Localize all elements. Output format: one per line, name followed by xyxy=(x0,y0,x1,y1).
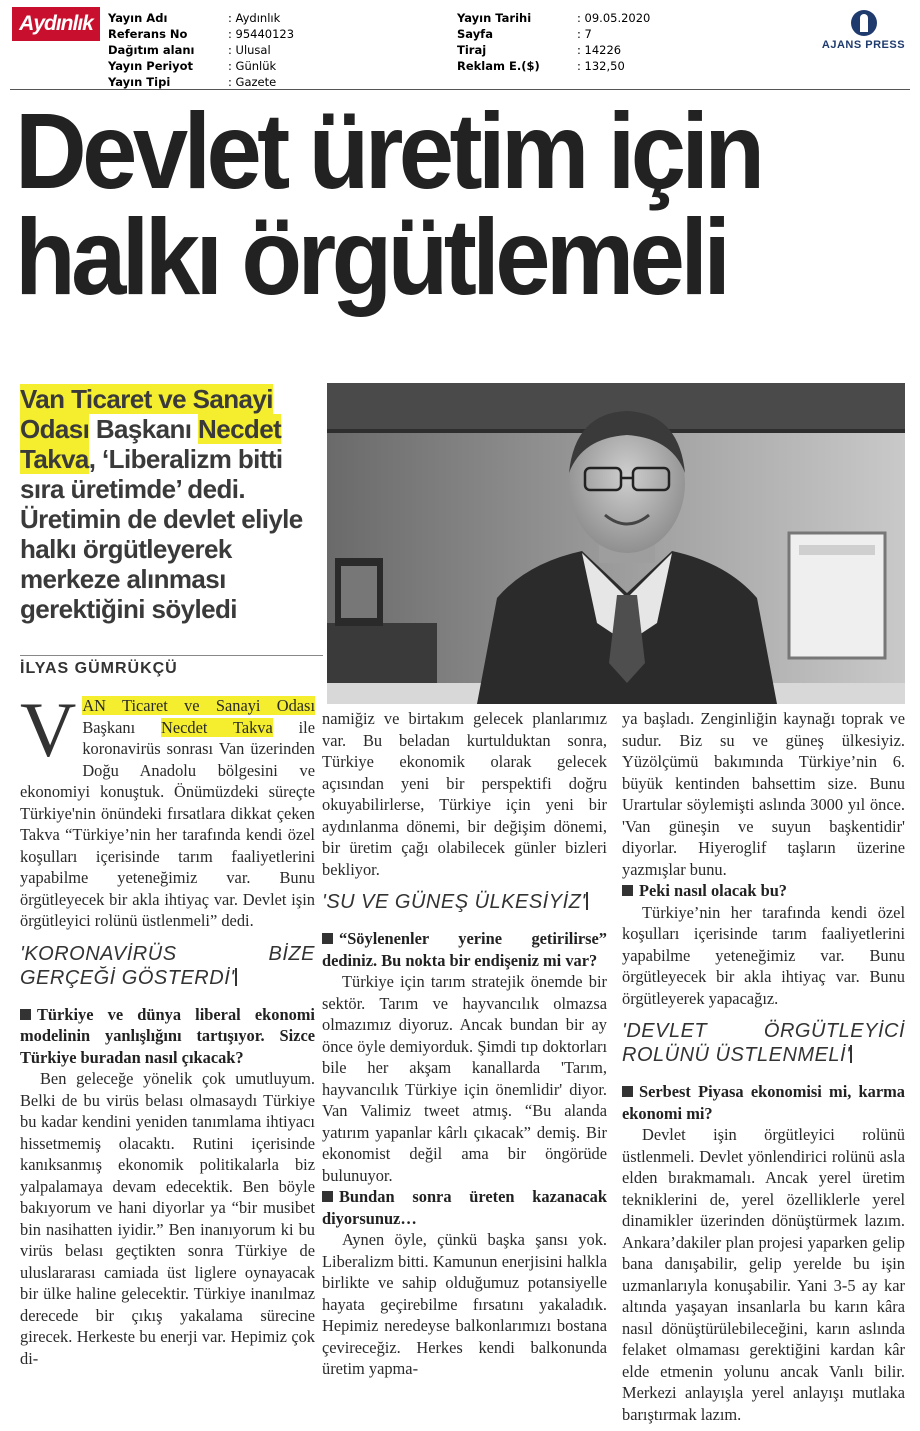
meta-row: Yayın Adı : Aydınlık xyxy=(108,11,281,25)
question-text: Serbest Piyasa ekonomisi mi, karma ekonomi mi? xyxy=(622,1082,905,1123)
subheading: 'KORONAVİRÜS BİZE GERÇEĞİ GÖSTERDİ' xyxy=(20,942,315,989)
article-column-1 xyxy=(20,686,315,1369)
question-text: Türkiye ve dünya liberal ekonomi modelinin yanlışlığını tartışıyor. Sizce Türkiye buradan nasıl çıkacak? xyxy=(20,1004,315,1067)
bullet-square-icon xyxy=(622,1086,633,1097)
intro-text: Başkanı xyxy=(82,717,161,737)
question xyxy=(322,1186,607,1229)
meta-row: Referans No : 95440123 xyxy=(108,27,295,41)
meta-row: Yayın Tipi : Gazete xyxy=(108,75,277,89)
article-headline xyxy=(15,90,834,317)
intro-paragraph xyxy=(20,686,315,932)
subheading-text: SU VE GÜNEŞ ÜLKESİYİZ xyxy=(326,891,582,913)
bullet-square-icon xyxy=(20,1009,31,1020)
lead-text: , ‘Liberalizm bitti sıra üretimde’ dedi. Üretimin de devlet eliyle halkı örgütleyerek merkeze alınması gerektiğini söyledi xyxy=(20,444,303,624)
subheading: 'DEVLET ÖRGÜTLEYİCİ ROLÜNÜ ÜSTLENMELİ' xyxy=(622,1020,905,1066)
answer: Devlet işin örgütleyici rolünü üstlenmeli. Devlet yönlendirici rolünü asla elden bırakmamalı. Ancak yerel üretim tekniklerini de, yerel özelliklerle yerel dinamikler üzerinden dönüştürmek lazım. Ankara’dakiler plan projesi yaparken gelip bana danışabilir, gelip yerelde bu işin uzmanlarıyla konuşabilir. Yani 3-5 ay kar altında yaşayan insanlarla bu karın kâra nasıl dönüştürülebileceğini, karın aslında felaket olmaması gerektiğini kardan kâr elde etmenin yolunu ancak Vanlı bilir. Merkezi anlayışla yerel anlayışı mutlaka barıştırmak lazım. xyxy=(622,1125,905,1424)
drop-cap: V xyxy=(20,686,77,773)
agency-mark-icon xyxy=(851,10,877,36)
question-text: “Söylenenler yerine getirilirse” dediniz. Bu nokta bir endişeniz mi var? xyxy=(322,929,607,970)
lead-highlight: Odası xyxy=(20,414,90,444)
subheading-text: DEVLET ÖRGÜTLEYİCİ ROLÜNÜ ÜSTLENMELİ xyxy=(622,1020,905,1066)
meta-row: Dağıtım alanı : Ulusal xyxy=(108,43,271,57)
lead-highlight: Takva xyxy=(20,444,89,474)
subheading: 'SU VE GÜNEŞ ÜLKESİYİZ' xyxy=(322,891,586,913)
answer: Türkiye için tarım stratejik önemde bir sektör. Tarım ve hayvancılık olmazsa olmazımız diyoruz. Ancak bundan bir ay önce öyle demiyorduk. Şimdi tıp doktorları bile her akşam kanallarda 'Tarım, hayvancılık Türkiye için önemlidir' diyor. Van Valimiz tweet atmış. “Bu alanda yatırım yapanlar kârlı çıkacak” demiş. Bir ekonomist değil ama bir öngörüde bulunuyor. xyxy=(322,972,607,1185)
question xyxy=(322,928,607,971)
subheading-text: KORONAVİRÜS BİZE GERÇEĞİ GÖSTERDİ xyxy=(20,942,315,989)
headline-line-1: Devlet üretim için xyxy=(15,90,761,211)
question-text: Bundan sonra üreten kazanacak diyorsunuz… xyxy=(322,1187,607,1228)
meta-row: Yayın Periyot : Günlük xyxy=(108,59,277,73)
question xyxy=(622,880,905,902)
meta-row: Reklam E.($) : 132,50 xyxy=(457,59,625,73)
portrait-photo xyxy=(327,383,905,704)
author-divider xyxy=(20,655,323,656)
paragraph: ya başladı. Zenginliğin kaynağı toprak ve sudur. Biz su ve güneş ülkesiyiz. Yüzölçümü bakımında Türkiye’nin 6. büyük kentinden bahsettim size. Bunu Urartular söylemişti aslında 3000 yıl önce. 'Van güneşin ve suyun başkentidir' diyorlar. Hiyeroglif taşların üzerine yazmışlar bunu. xyxy=(622,709,905,879)
intro-highlight: Necdet Takva xyxy=(161,717,273,737)
meta-row: Tiraj : 14226 xyxy=(457,43,622,57)
bullet-square-icon xyxy=(322,1191,333,1202)
intro-highlight: AN Ticaret ve Sanayi Odası xyxy=(82,696,315,715)
question-text: Peki nasıl olacak bu? xyxy=(639,881,788,900)
clipping-header xyxy=(0,0,920,92)
answer: Aynen öyle, çünkü başka şansı yok. Liberalizm bitti. Kamunun enerjisini halkla birlikte ve sahip olduğumuz potansiyelle hayata geçirebilme fırsatını yakaladık. Hepimiz neredeyse balkonlarımızı bostana çevireceğiz. Herkes kendi balkonunda üretim yapma- xyxy=(322,1230,607,1378)
headline-line-2: halkı örgütlemeli xyxy=(15,196,727,317)
bullet-square-icon xyxy=(322,933,333,944)
publication-meta-right xyxy=(457,10,650,74)
article-column-2 xyxy=(322,708,607,1380)
answer: Türkiye’nin her tarafında kendi özel koşulları içerisinde tarım faaliyetlerini yapabilme yeteneğimiz var. Bunu örgütleyecek bir akla ihtiyaç var. Bunu örgütleyerek yapacağız. xyxy=(622,902,905,1008)
bullet-square-icon xyxy=(622,885,633,896)
intro-text: ile koronavirüs sonrası Van üzerinden Doğu Anadolu bölgesini ve ekonomiyi konuştuk. Önümüzdeki süreçte Türkiye'nin önündeki fırsatlara dikkat çeken Takva “Türkiye’nin her tarafında kendi özel koşulları içerisinde tarım faaliyetlerini yapabilme yeteneğimiz var. Bunu örgütleyecek bir akla ihtiyaç var. Devlet işin örgütleyici rolünü üstlenmeli” dedi. xyxy=(20,717,315,930)
lead-text: Başkanı xyxy=(89,414,199,444)
article-column-3 xyxy=(622,708,905,1425)
article-lead xyxy=(20,384,320,624)
meta-row: Sayfa : 7 xyxy=(457,27,592,41)
agency-logo xyxy=(816,10,911,51)
author-byline: İLYAS GÜMRÜKÇÜ xyxy=(20,660,178,677)
newspaper-logo: Aydınlık xyxy=(12,7,100,41)
meta-row: Yayın Tarihi : 09.05.2020 xyxy=(457,11,651,25)
lead-highlight: Necdet xyxy=(198,414,282,444)
publication-meta-left xyxy=(108,10,294,90)
lead-highlight: Van Ticaret ve Sanayi xyxy=(20,384,273,414)
question xyxy=(20,1004,315,1069)
paragraph: namiğiz ve birtakım gelecek planlarımız var. Bu beladan kurtulduktan sonra, Türkiye ekonomik olarak gelecek açısından yeni bir perspektifi doğru okuyabilirlerse, Türkiye için yeni bir aydınlanma dönemi, bir değişim dönemi, bir üretim çağı olabilecek günler bizleri bekliyor. xyxy=(322,709,607,879)
answer: Ben geleceğe yönelik çok umutluyum. Belki de bu virüs belası olmasaydı Türkiye bu kadar kendini yeniden tanımlama ihtiyacı hissetmemiş olacaktı. Rutini içerisinde kanıksanmış ekonomik politikalarla biz yalpalamaya devam edecektik. Ben böyle bakıyorum ve hani diyorlar ya “bir musibet bin nasihatten iyidir.” Ben inanıyorum ki bu virüs belası geçtikten sonra Türkiye de uluslararası camiada üst liglere oynayacak bir ülke haline gelecektir. Türkiye inanılmaz derecede bir çıkış yakalama sürecine girecek. Herkeste bu enerji var. Hepimiz çok di- xyxy=(20,1069,315,1368)
agency-name: AJANS PRESS xyxy=(821,39,906,51)
question xyxy=(622,1081,905,1124)
